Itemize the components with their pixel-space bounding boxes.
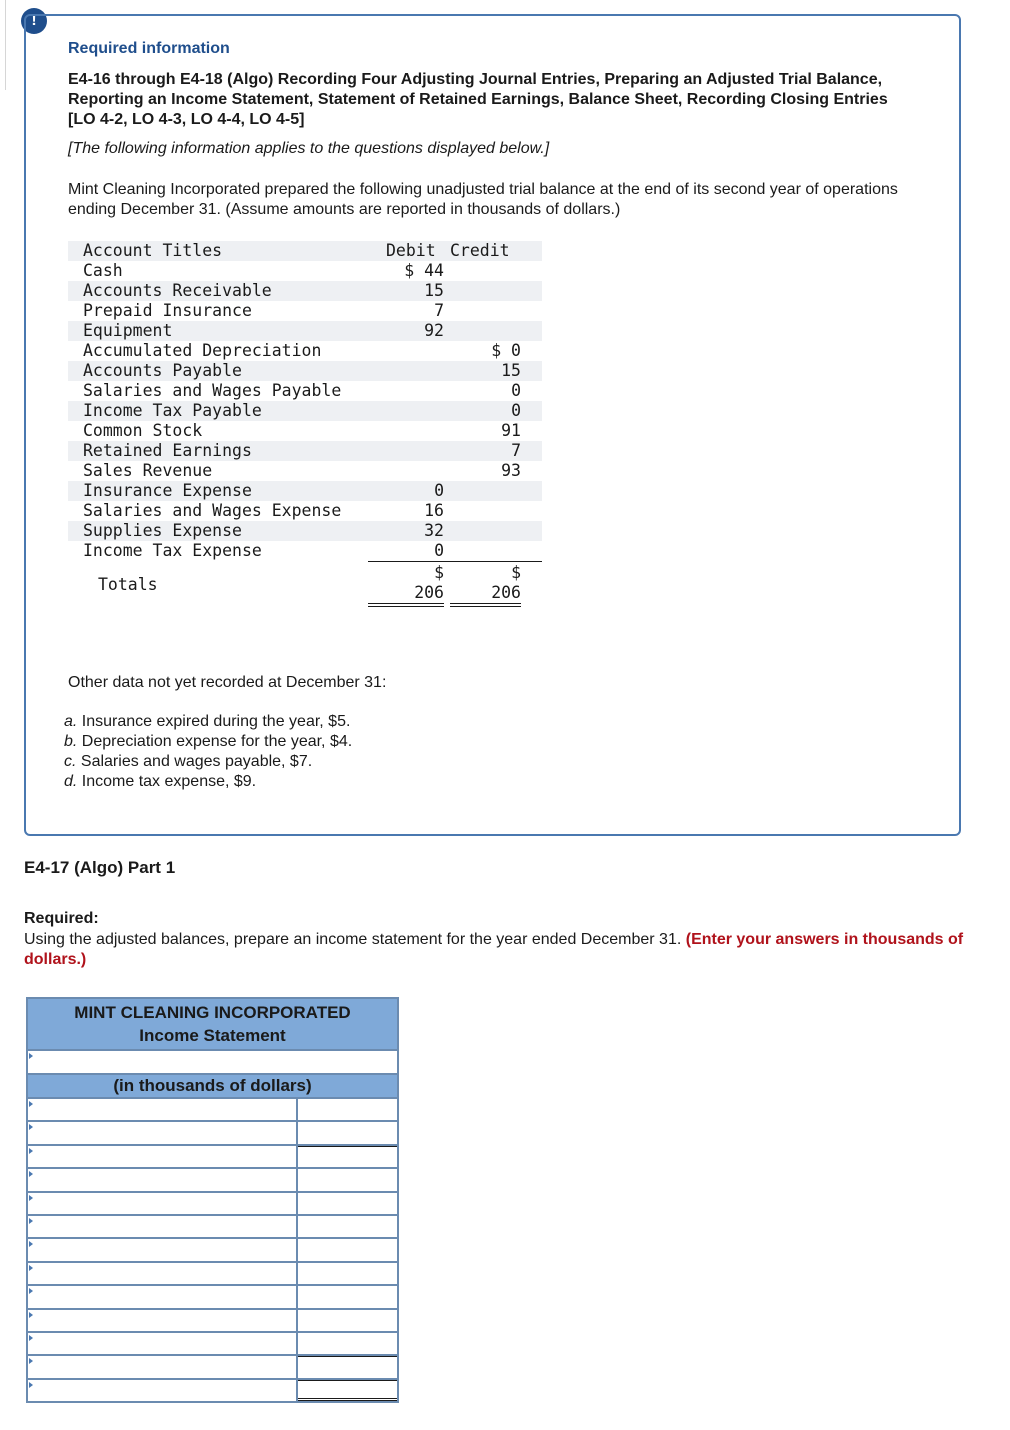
part-title: E4-17 (Algo) Part 1 [24, 858, 176, 877]
table-row [68, 401, 542, 421]
dropdown-marker-icon [29, 1288, 33, 1294]
debit-value: 92 [368, 321, 450, 341]
dropdown-marker-icon [29, 1265, 33, 1271]
account-dropdown[interactable] [28, 1356, 298, 1377]
dropdown-marker-icon [29, 1335, 33, 1341]
required-information-title: Required information [68, 40, 230, 57]
credit-value [450, 541, 542, 562]
account-name: Prepaid Insurance [83, 301, 252, 320]
account-dropdown[interactable] [28, 1099, 298, 1120]
totals-label: Totals [98, 574, 158, 594]
debit-value: 0 [368, 481, 450, 501]
dropdown-marker-icon [29, 1382, 33, 1388]
amount-input[interactable] [298, 1216, 397, 1237]
credit-value: 0 [450, 401, 542, 421]
dropdown-marker-icon [29, 1171, 33, 1177]
trial-balance-table [68, 241, 542, 608]
account-dropdown[interactable] [28, 1263, 298, 1284]
required-emphasis: (Enter your answers in thousands of dollars.) [24, 931, 964, 968]
income-statement-form [26, 997, 399, 1403]
amount-input[interactable] [298, 1356, 397, 1377]
credit-header: Credit [450, 241, 542, 261]
debit-value: $ 44 [404, 261, 444, 280]
credit-value: $ 0 [491, 341, 521, 360]
table-row [68, 421, 542, 441]
account-dropdown[interactable] [28, 1380, 298, 1401]
list-item [64, 752, 352, 772]
credit-value: 91 [501, 421, 521, 440]
debit-value: 32 [368, 521, 450, 541]
statement-name: Income Statement [139, 1026, 286, 1045]
item-text: Salaries and wages payable, $7. [80, 753, 313, 770]
credit-value: 93 [501, 461, 521, 480]
account-titles-header: Account Titles [68, 241, 368, 261]
item-label: b. [64, 733, 78, 750]
account-name: Income Tax Expense [83, 541, 262, 561]
list-item [64, 712, 352, 732]
account-name: Retained Earnings [68, 441, 368, 461]
debit-total-symbol: $ [434, 563, 444, 582]
dropdown-marker-icon [29, 1053, 33, 1059]
amount-input[interactable] [298, 1239, 397, 1260]
table-header-row [68, 241, 542, 261]
table-row [68, 501, 542, 521]
table-row [28, 1122, 397, 1145]
debit-value: 0 [434, 541, 444, 560]
debit-value [368, 421, 450, 441]
debit-value [368, 341, 450, 361]
dropdown-marker-icon [29, 1124, 33, 1130]
table-row [28, 1239, 397, 1262]
adjustment-notes-list [64, 712, 352, 792]
amount-input[interactable] [298, 1380, 397, 1401]
dropdown-marker-icon [29, 1218, 33, 1224]
required-text: Using the adjusted balances, prepare an income statement for the year ended December 31. [24, 931, 682, 948]
table-row [28, 1286, 397, 1309]
account-name: Salaries and Wages Payable [83, 381, 342, 400]
required-label: Required: [24, 910, 99, 927]
credit-value: 0 [511, 381, 521, 400]
credit-value: 15 [450, 361, 542, 381]
account-dropdown[interactable] [28, 1239, 298, 1260]
credit-value [450, 501, 542, 521]
account-name: Income Tax Payable [68, 401, 368, 421]
account-name: Salaries and Wages Expense [83, 501, 342, 520]
amount-input[interactable] [298, 1099, 397, 1120]
amount-input[interactable] [298, 1193, 397, 1214]
debit-header: Debit [368, 241, 450, 261]
amount-input[interactable] [298, 1310, 397, 1331]
amount-input[interactable] [298, 1146, 397, 1167]
table-row [68, 541, 542, 562]
account-dropdown[interactable] [28, 1169, 298, 1190]
account-name: Accounts Receivable [68, 281, 368, 301]
table-row [68, 521, 542, 541]
credit-value: 7 [450, 441, 542, 461]
debit-total-value: 206 [414, 583, 444, 602]
credit-value [450, 481, 542, 501]
table-row [68, 261, 542, 281]
amount-input[interactable] [298, 1169, 397, 1190]
debit-value [368, 401, 450, 421]
credit-value [450, 281, 542, 301]
debit-value [368, 441, 450, 461]
applies-note: [The following information applies to the questions displayed below.] [68, 140, 550, 157]
intro-paragraph: Mint Cleaning Incorporated prepared the following unadjusted trial balance at the end of its second year of operations ending December 31. (Assume amounts are reported in thousands of dollars.) [68, 181, 898, 218]
credit-total-symbol: $ [511, 563, 521, 582]
dropdown-marker-icon [29, 1101, 33, 1107]
table-row [28, 1333, 397, 1356]
account-dropdown[interactable] [28, 1333, 298, 1354]
amount-input[interactable] [298, 1263, 397, 1284]
table-row [68, 441, 542, 461]
account-dropdown[interactable] [28, 1146, 298, 1167]
credit-total [450, 562, 542, 609]
table-row [68, 301, 542, 321]
debit-total [368, 562, 450, 609]
item-text: Income tax expense, $9. [81, 773, 257, 790]
debit-value [368, 461, 450, 481]
account-dropdown[interactable] [28, 1310, 298, 1331]
account-name: Accumulated Depreciation [83, 341, 322, 360]
credit-total-value: 206 [491, 583, 521, 602]
account-name: Accounts Payable [68, 361, 368, 381]
units-label: (in thousands of dollars) [28, 1075, 397, 1099]
amount-input[interactable] [298, 1122, 397, 1143]
credit-value [450, 521, 542, 541]
table-row [28, 1310, 397, 1333]
table-row [28, 1099, 397, 1122]
company-name: MINT CLEANING INCORPORATED [74, 1003, 351, 1022]
credit-value [450, 321, 542, 341]
item-text: Insurance expired during the year, $5. [81, 713, 351, 730]
exclamation-icon: ! [21, 8, 47, 34]
table-row [28, 1146, 397, 1169]
account-name: Equipment [68, 321, 368, 341]
item-label: d. [64, 773, 78, 790]
debit-value [368, 381, 450, 401]
item-label: c. [64, 753, 77, 770]
debit-value: 16 [424, 501, 444, 520]
table-row [68, 281, 542, 301]
table-row [28, 1263, 397, 1286]
table-row [68, 461, 542, 481]
totals-row [68, 562, 542, 609]
amount-input[interactable] [298, 1286, 397, 1307]
account-name: Common Stock [83, 421, 203, 440]
table-row [68, 481, 542, 501]
table-row [28, 1380, 397, 1401]
table-row [68, 321, 542, 341]
table-row [28, 1193, 397, 1216]
table-row [28, 1356, 397, 1379]
account-dropdown[interactable] [28, 1122, 298, 1143]
account-dropdown[interactable] [28, 1216, 298, 1237]
table-row [68, 341, 542, 361]
account-name: Supplies Expense [68, 521, 368, 541]
dropdown-marker-icon [29, 1312, 33, 1318]
dropdown-marker-icon [29, 1195, 33, 1201]
account-name: Sales Revenue [83, 461, 213, 480]
required-instructions [24, 930, 964, 970]
item-label: a. [64, 713, 78, 730]
item-text: Depreciation expense for the year, $4. [81, 733, 353, 750]
debit-value: 7 [434, 301, 444, 320]
period-dropdown[interactable] [28, 1051, 397, 1075]
dropdown-marker-icon [29, 1241, 33, 1247]
dropdown-marker-icon [29, 1358, 33, 1364]
dropdown-marker-icon [29, 1148, 33, 1154]
table-row [68, 381, 542, 401]
table-row [28, 1216, 397, 1239]
other-data-title: Other data not yet recorded at December 31: [68, 674, 387, 691]
credit-value [450, 301, 542, 321]
side-divider [0, 0, 6, 90]
account-dropdown[interactable] [28, 1286, 298, 1307]
table-row [68, 361, 542, 381]
account-name: Cash [83, 261, 123, 280]
credit-value [450, 261, 542, 281]
table-row [28, 1169, 397, 1192]
debit-value [368, 361, 450, 381]
income-statement-header [28, 999, 397, 1051]
amount-input[interactable] [298, 1333, 397, 1354]
exercise-heading: E4-16 through E4-18 (Algo) Recording Four Adjusting Journal Entries, Preparing an Adjusted Trial Balance, Reporting an Income Statement, Statement of Retained Earnings, Balance Sheet, Recording Closing Entries [LO 4-2, LO 4-3, LO 4-4, LO 4-5] [68, 71, 888, 128]
debit-value: 15 [368, 281, 450, 301]
account-name: Insurance Expense [68, 481, 368, 501]
list-item [64, 732, 352, 752]
account-dropdown[interactable] [28, 1193, 298, 1214]
list-item [64, 772, 352, 792]
